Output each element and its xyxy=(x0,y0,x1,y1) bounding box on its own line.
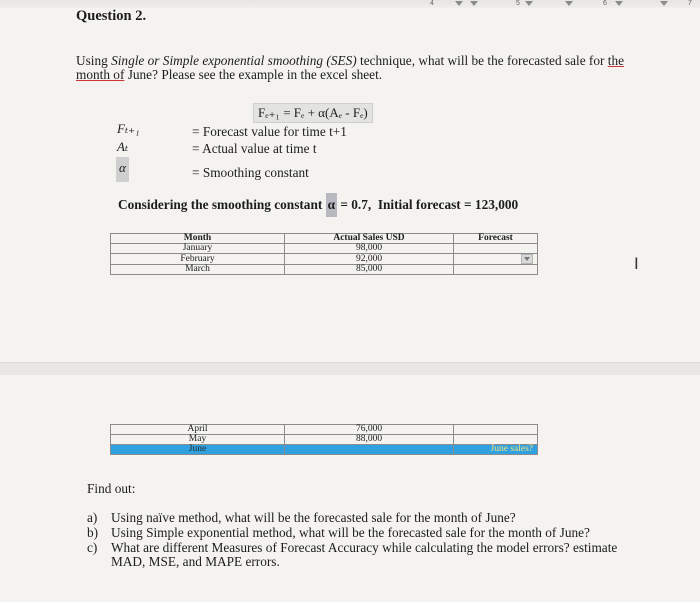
ses-formula: Fₑ₊₁ = Fₑ + α(Aₑ - Fₑ) xyxy=(253,103,373,123)
header-actual-sales[interactable]: Actual Sales USD xyxy=(285,234,454,244)
table-row xyxy=(111,244,538,254)
symbol-forecast: Fₜ₊₁ xyxy=(117,121,140,136)
table-row xyxy=(111,425,538,435)
list-item xyxy=(87,526,647,540)
cell-sales[interactable]: 92,000 xyxy=(285,254,454,265)
ruler-tab-stop-icon[interactable] xyxy=(615,1,623,6)
ruler-tab-stop-icon[interactable] xyxy=(470,1,478,6)
table-row xyxy=(111,254,538,265)
item-label: a) xyxy=(87,510,98,525)
cell-month[interactable]: May xyxy=(111,435,285,445)
list-item xyxy=(87,541,647,569)
question-title: Question 2. xyxy=(76,8,147,24)
cell-forecast[interactable] xyxy=(454,254,538,265)
header-month[interactable]: Month xyxy=(111,234,285,244)
cell-month[interactable]: March xyxy=(111,265,285,275)
find-out-heading: Find out: xyxy=(87,481,136,496)
cell-month[interactable]: January xyxy=(111,244,285,254)
sales-table-bottom xyxy=(110,424,538,455)
cell-forecast[interactable] xyxy=(454,265,538,275)
definition-actual: = Actual value at time t xyxy=(192,141,317,156)
cell-sales[interactable]: 98,000 xyxy=(285,244,454,254)
ruler-tab-stop-icon[interactable] xyxy=(660,1,668,6)
cell-sales[interactable]: 76,000 xyxy=(285,425,454,435)
sub-questions xyxy=(87,511,647,569)
ruler-mark: 6 xyxy=(603,0,607,7)
prompt-italic: Single or Simple exponential smoothing (SES) xyxy=(111,53,357,68)
consider-line xyxy=(118,193,518,217)
page-divider xyxy=(0,362,700,375)
cell-month[interactable]: June xyxy=(111,445,285,455)
symbol-actual: Aₜ xyxy=(117,139,129,154)
cell-forecast[interactable] xyxy=(454,244,538,254)
header-forecast[interactable]: Forecast xyxy=(454,234,538,244)
initial-forecast: Initial forecast = 123,000 xyxy=(377,197,519,212)
item-label: c) xyxy=(87,540,98,555)
cell-june-sales[interactable]: June sales? xyxy=(454,445,538,455)
text-cursor-icon: I xyxy=(634,254,639,273)
table-row xyxy=(111,435,538,445)
table-header-row xyxy=(111,234,538,244)
ruler xyxy=(0,0,700,8)
list-item xyxy=(87,511,647,525)
dropdown-arrow-icon[interactable] xyxy=(521,254,533,264)
prompt-text: June? Please see the example in the excel sheet. xyxy=(124,67,383,82)
prompt-underlined: the month of xyxy=(76,53,625,82)
item-text: What are different Measures of Forecast Accuracy while calculating the model errors? estimate MAD, MSE, and MAPE errors. xyxy=(111,540,618,569)
ruler-mark: 7 xyxy=(688,0,692,7)
table-row xyxy=(111,265,538,275)
symbol-alpha: α xyxy=(116,157,129,182)
ruler-tab-stop-icon[interactable] xyxy=(455,1,463,6)
cell-sales[interactable]: 88,000 xyxy=(285,435,454,445)
cell-forecast[interactable] xyxy=(454,425,538,435)
item-text: Using naïve method, what will be the forecasted sale for the month of June? xyxy=(111,510,516,525)
ruler-tab-stop-icon[interactable] xyxy=(525,1,533,6)
ruler-tab-stop-icon[interactable] xyxy=(565,1,573,6)
consider-value: = 0.7, xyxy=(337,197,372,212)
item-label: b) xyxy=(87,525,99,540)
cell-forecast[interactable] xyxy=(454,435,538,445)
ruler-mark: 5 xyxy=(516,0,520,7)
cell-month[interactable]: February xyxy=(111,254,285,265)
definition-alpha: = Smoothing constant xyxy=(192,165,309,180)
table-row-june xyxy=(111,445,538,455)
alpha-symbol: α xyxy=(326,193,337,217)
consider-prefix: Considering the smoothing constant xyxy=(118,197,326,212)
cell-sales[interactable]: 85,000 xyxy=(285,265,454,275)
question-prompt xyxy=(76,54,636,82)
cell-sales[interactable] xyxy=(285,445,454,455)
ruler-mark: 4 xyxy=(430,0,434,7)
prompt-text: technique, what will be the forecasted sale for xyxy=(356,53,608,68)
definition-forecast: = Forecast value for time t+1 xyxy=(192,124,347,139)
cell-month[interactable]: April xyxy=(111,425,285,435)
prompt-text: Using xyxy=(76,53,112,68)
item-text: Using Simple exponential method, what will be the forecasted sale for the month of June? xyxy=(111,525,590,540)
sales-table-top xyxy=(110,233,538,275)
